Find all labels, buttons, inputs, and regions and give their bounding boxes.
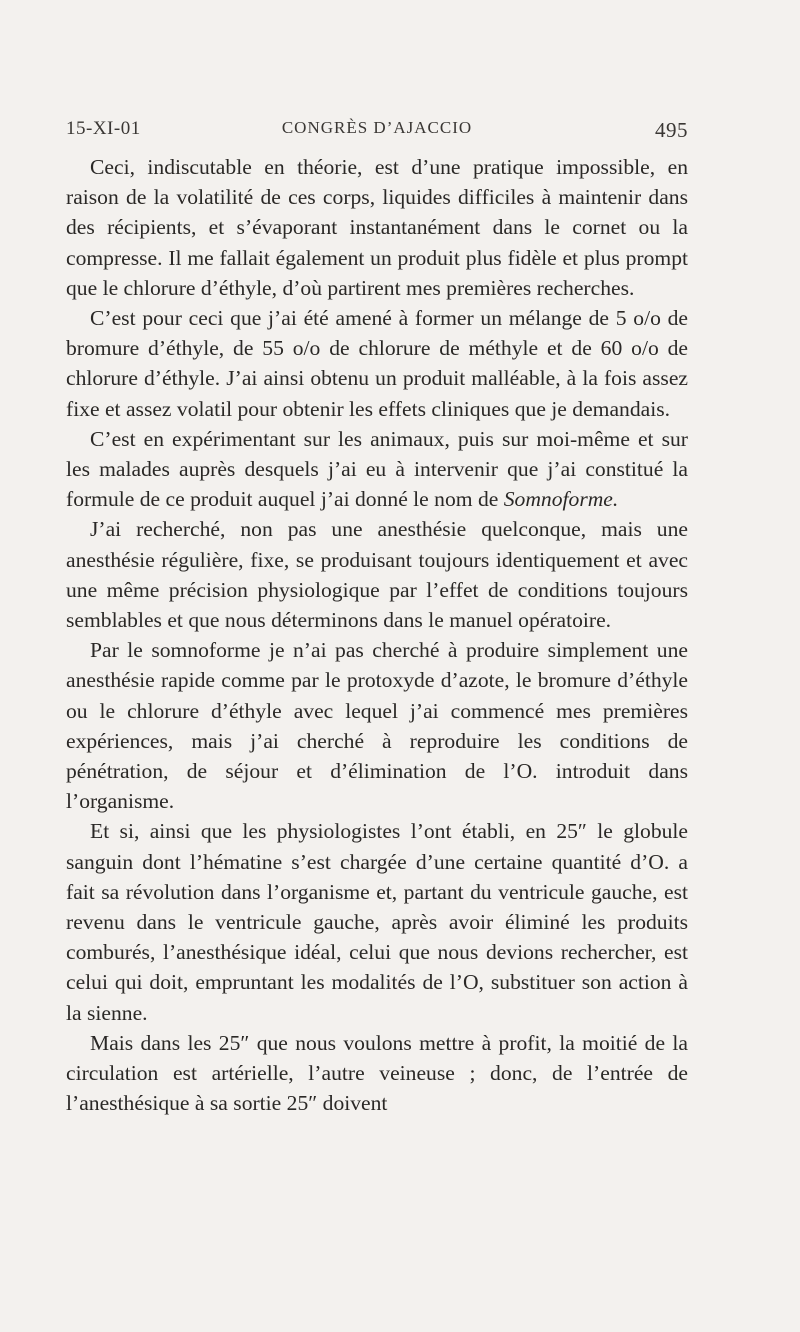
page-number: 495: [655, 118, 688, 142]
paragraph-6: Et si, ainsi que les physiologistes l’ont établi, en 25″ le globule sanguin dont l’hématine s’est chargée d’une certaine quantité d’O. a fait sa révolution dans l’organisme et, partant du ventricule gauche, est revenu dans le ventricule gauche, après avoir éliminé les produits comburés, l’anesthésique idéal, celui que nous devions rechercher, est celui qui doit, empruntant les modalités de l’O, substituer son action à la sienne.: [66, 819, 688, 1025]
paragraph-2: C’est pour ceci que j’ai été amené à former un mélange de 5 o/o de bromure d’éthyle, de 55 o/o de chlorure de méthyle et de 60 o/o de chlorure d’éthyle. J’ai ainsi obtenu un produit malléable, à la fois assez fixe et assez volatil pour obtenir les effets cliniques que je demandais.: [66, 306, 688, 421]
paragraph-3-text: C’est en expérimentant sur les animaux, puis sur moi-même et sur les malades auprès desquels j’ai eu à intervenir que j’ai constitué la formule de ce produit auquel j’ai donné le nom de: [66, 426, 688, 512]
body-text: [66, 152, 688, 1119]
paragraph-7: Mais dans les 25″ que nous voulons mettre à profit, la moitié de la circulation est artérielle, l’autre veineuse ; donc, de l’entrée de l’anesthésique à sa sortie 25″ doivent: [66, 1030, 688, 1116]
somnoforme-term: Somnoforme.: [503, 487, 619, 512]
header-title: CONGRÈS D’AJACCIO: [281, 118, 473, 137]
paragraph-1: Ceci, indiscutable en théorie, est d’une pratique impossible, en raison de la volatilité de ces corps, liquides difficiles à maintenir dans des récipients, et s’évaporant instantanément dans le cornet ou la compresse. Il me fallait également un produit plus fidèle et plus prompt que le chlorure d’éthyle, d’où partirent mes premières recherches.: [66, 155, 688, 300]
header-date: 15-XI-01: [66, 118, 141, 139]
paragraph-5: Par le somnoforme je n’ai pas cherché à produire simplement une anesthésie rapide comme par le protoxyde d’azote, le bromure d’éthyle ou le chlorure d’éthyle avec lequel j’ai commencé mes premières expériences, mais j’ai cherché à reproduire les conditions de pénétration, de séjour et d’élimination de l’O. introduit dans l’organisme.: [66, 638, 688, 814]
paragraph-3: [66, 424, 688, 515]
running-head: [66, 118, 688, 148]
paragraph-4: J’ai recherché, non pas une anesthésie quelconque, mais une anesthésie régulière, fixe, se produisant toujours identiquement et avec une même précision physiologique par l’effet de conditions toujours semblables et que nous déterminons dans le manuel opératoire.: [66, 517, 688, 633]
